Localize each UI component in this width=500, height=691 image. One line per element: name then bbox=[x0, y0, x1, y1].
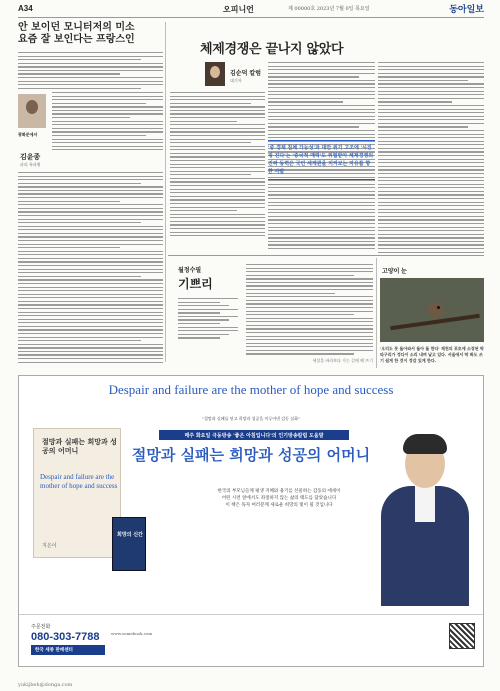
photo-caption: '오리도 못 돌아와서 돌아 돌 한다' 제천의 포토에 소장된 딱따구리가 정다이 소리 내며 날고 있다. 서울에서 딱 봐도 쓰기 쉽게 한 것이 정감 있게 한다. bbox=[380, 346, 484, 363]
page-number: A34 bbox=[18, 4, 33, 13]
columnist-headline-2: 요즘 잘 보인다는 프랑스인 bbox=[18, 34, 135, 45]
ad-promo-band bbox=[159, 430, 349, 440]
columnist-article bbox=[18, 22, 163, 167]
poem-commentary bbox=[246, 264, 373, 357]
ad-footer bbox=[19, 614, 483, 666]
ad-body-line: 어떤 시련 앞에서도 좌절하지 않는 삶의 태도를 담았습니다 bbox=[221, 496, 337, 501]
book-2-title: 희망의 신간 bbox=[117, 532, 143, 538]
pull-quote-text: '중 경제 침체 가능성'과 대만 위기 고조에 '시진핑 진다'는 '중국적 매력'도 위협받아 체제경쟁의 진짜 동력은 국민 세계관을 지켜보는 자유를 향한 사람 bbox=[268, 145, 374, 175]
book-title-english: Despair and failure are the mother of hope and success bbox=[40, 473, 118, 490]
columnist-name: 김윤종 bbox=[20, 152, 41, 161]
author-name: 김순덕 칼럼 bbox=[230, 70, 262, 77]
columnist-body-text bbox=[52, 92, 163, 153]
ad-body-line: 한국의 부모님들께 평생 지혜와 용기를 선물하는 감동의 에세이 bbox=[217, 489, 341, 494]
author-photo bbox=[205, 62, 225, 86]
order-phone-number[interactable]: 080-303-7788 bbox=[31, 631, 100, 643]
publisher-name: 한국 세종 판매센터 bbox=[35, 648, 73, 653]
section-divider bbox=[168, 255, 484, 256]
columnist-intro-text bbox=[18, 52, 163, 91]
footer-byline: yukijbeh@donga.com bbox=[18, 682, 73, 688]
poem-title: 기쁘리 bbox=[178, 277, 213, 291]
ad-main-title: 절망과 실패는 희망과 성공의 어머니 bbox=[131, 446, 371, 464]
book-author: 지은이 bbox=[42, 543, 57, 549]
photo-label: 고양이 눈 bbox=[382, 269, 407, 275]
poem-verse bbox=[178, 298, 238, 341]
columnist-body-text-continued bbox=[18, 172, 163, 365]
order-phone-label: 주문전화 bbox=[31, 624, 51, 630]
author-role: 대기자 bbox=[230, 78, 242, 83]
poem-label: 월정수필 bbox=[178, 268, 202, 274]
publisher-badge bbox=[31, 645, 105, 655]
columnist-label: 광화문에서 bbox=[18, 132, 38, 137]
ad-body-line: 이 책은 독자 여러분께 새로운 희망의 빛이 될 것입니다 bbox=[225, 503, 333, 508]
pull-quote bbox=[268, 140, 375, 180]
column-divider bbox=[165, 22, 166, 362]
book-title-korean: 절망과 실패는 희망과 성공의 어머니 bbox=[42, 437, 117, 455]
main-article-column-1 bbox=[170, 92, 265, 239]
section-name: 오피니언 bbox=[223, 4, 254, 14]
author-portrait bbox=[375, 420, 475, 606]
ad-english-title: Despair and failure are the mother of hope and success bbox=[108, 382, 394, 397]
main-headline: 체제경쟁은 끝나지 않았다 bbox=[200, 42, 344, 57]
ad-subtitle: "절망과 실패를 딛고 희망과 성공을 이루어낸 감동 실화" bbox=[202, 416, 300, 421]
newspaper-masthead: 동아일보 bbox=[449, 5, 484, 15]
qr-code-icon[interactable] bbox=[449, 623, 475, 649]
columnist-headline-1: 안 보이던 모니터저의 미소 bbox=[18, 22, 135, 33]
book-cover-2 bbox=[112, 517, 146, 571]
columnist-title: 파리 특파원 bbox=[20, 162, 41, 167]
poem-signature: 세상을 바라보다 가는 길에 해 뜨기 bbox=[312, 358, 373, 363]
publisher-url[interactable]: www.somebook.com bbox=[111, 631, 153, 636]
bird-photo bbox=[380, 278, 484, 342]
page-header bbox=[18, 0, 484, 18]
book-advertisement bbox=[18, 375, 484, 667]
main-article-column-3 bbox=[378, 62, 484, 255]
columnist-photo bbox=[18, 94, 46, 128]
ad-body bbox=[169, 488, 389, 509]
ad-promo-band-text: 매주 화요일 극동방송 '좋은 아침입니다'의 인기방송칼럼 도움말 bbox=[184, 433, 324, 439]
column-divider-2 bbox=[376, 258, 377, 368]
issue-date: 제 00000호 2023년 7월 0일 목요일 bbox=[288, 6, 370, 12]
bird-icon bbox=[428, 302, 444, 318]
